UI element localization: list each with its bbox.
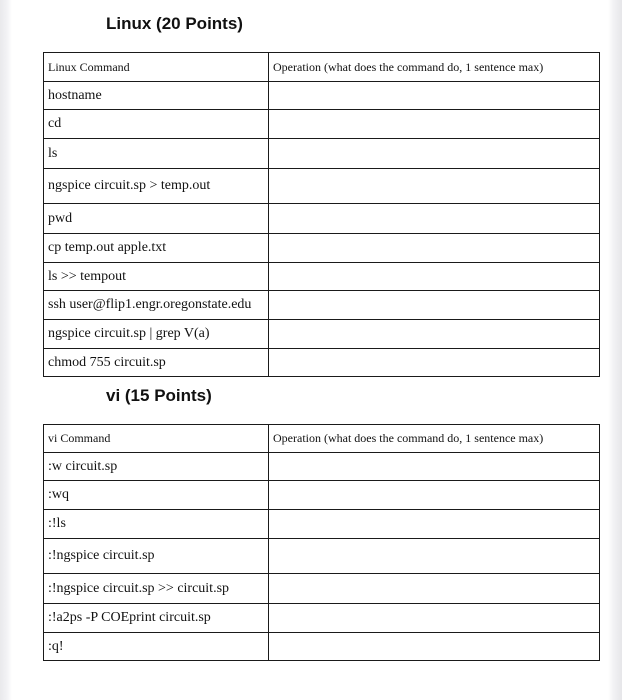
operation-answer-cell[interactable] bbox=[269, 453, 600, 481]
table-row bbox=[44, 110, 600, 139]
operation-answer-cell[interactable] bbox=[269, 349, 600, 377]
operation-answer-cell[interactable] bbox=[269, 604, 600, 633]
operation-answer-cell[interactable] bbox=[269, 234, 600, 263]
operation-answer-cell[interactable] bbox=[269, 320, 600, 349]
command-cell: ngspice circuit.sp | grep V(a) bbox=[44, 320, 269, 349]
command-cell: :!ngspice circuit.sp >> circuit.sp bbox=[44, 574, 269, 604]
command-cell: chmod 755 circuit.sp bbox=[44, 349, 269, 377]
operation-answer-cell[interactable] bbox=[269, 574, 600, 604]
table-header-row bbox=[44, 53, 600, 82]
command-cell: :wq bbox=[44, 481, 269, 510]
table-row bbox=[44, 291, 600, 320]
table-row bbox=[44, 539, 600, 574]
operation-answer-cell[interactable] bbox=[269, 139, 600, 169]
table-row bbox=[44, 604, 600, 633]
command-cell: :!a2ps -P COEprint circuit.sp bbox=[44, 604, 269, 633]
command-cell: :!ngspice circuit.sp bbox=[44, 539, 269, 574]
command-cell: :!ls bbox=[44, 510, 269, 539]
table-header-row bbox=[44, 425, 600, 453]
table-row bbox=[44, 320, 600, 349]
command-cell: :q! bbox=[44, 633, 269, 661]
operation-answer-cell[interactable] bbox=[269, 82, 600, 110]
command-cell: :w circuit.sp bbox=[44, 453, 269, 481]
command-cell: cp temp.out apple.txt bbox=[44, 234, 269, 263]
page-edge-shadow-left bbox=[0, 0, 12, 700]
operation-answer-cell[interactable] bbox=[269, 481, 600, 510]
command-cell: hostname bbox=[44, 82, 269, 110]
command-cell: ssh user@flip1.engr.oregonstate.edu bbox=[44, 291, 269, 320]
operation-column-header: Operation (what does the command do, 1 sentence max) bbox=[269, 425, 600, 453]
command-cell: ls bbox=[44, 139, 269, 169]
operation-column-header: Operation (what does the command do, 1 sentence max) bbox=[269, 53, 600, 82]
table-row bbox=[44, 204, 600, 234]
table-row bbox=[44, 633, 600, 661]
linux-command-table bbox=[43, 52, 600, 377]
table-row bbox=[44, 574, 600, 604]
operation-answer-cell[interactable] bbox=[269, 263, 600, 291]
table-row bbox=[44, 453, 600, 481]
vi-section-title: vi (15 Points) bbox=[106, 386, 212, 405]
command-cell: ngspice circuit.sp > temp.out bbox=[44, 169, 269, 204]
command-column-header: Linux Command bbox=[44, 53, 269, 82]
operation-answer-cell[interactable] bbox=[269, 169, 600, 204]
operation-answer-cell[interactable] bbox=[269, 510, 600, 539]
command-cell: pwd bbox=[44, 204, 269, 234]
operation-answer-cell[interactable] bbox=[269, 291, 600, 320]
vi-command-table bbox=[43, 424, 600, 661]
table-row bbox=[44, 139, 600, 169]
linux-section-title: Linux (20 Points) bbox=[106, 14, 243, 33]
page-edge-shadow-right bbox=[608, 0, 622, 700]
operation-answer-cell[interactable] bbox=[269, 204, 600, 234]
operation-answer-cell[interactable] bbox=[269, 539, 600, 574]
table-row bbox=[44, 82, 600, 110]
table-row bbox=[44, 349, 600, 377]
table-row bbox=[44, 510, 600, 539]
table-row bbox=[44, 234, 600, 263]
command-cell: cd bbox=[44, 110, 269, 139]
table-row bbox=[44, 481, 600, 510]
operation-answer-cell[interactable] bbox=[269, 633, 600, 661]
command-cell: ls >> tempout bbox=[44, 263, 269, 291]
operation-answer-cell[interactable] bbox=[269, 110, 600, 139]
table-row bbox=[44, 169, 600, 204]
command-column-header: vi Command bbox=[44, 425, 269, 453]
table-row bbox=[44, 263, 600, 291]
